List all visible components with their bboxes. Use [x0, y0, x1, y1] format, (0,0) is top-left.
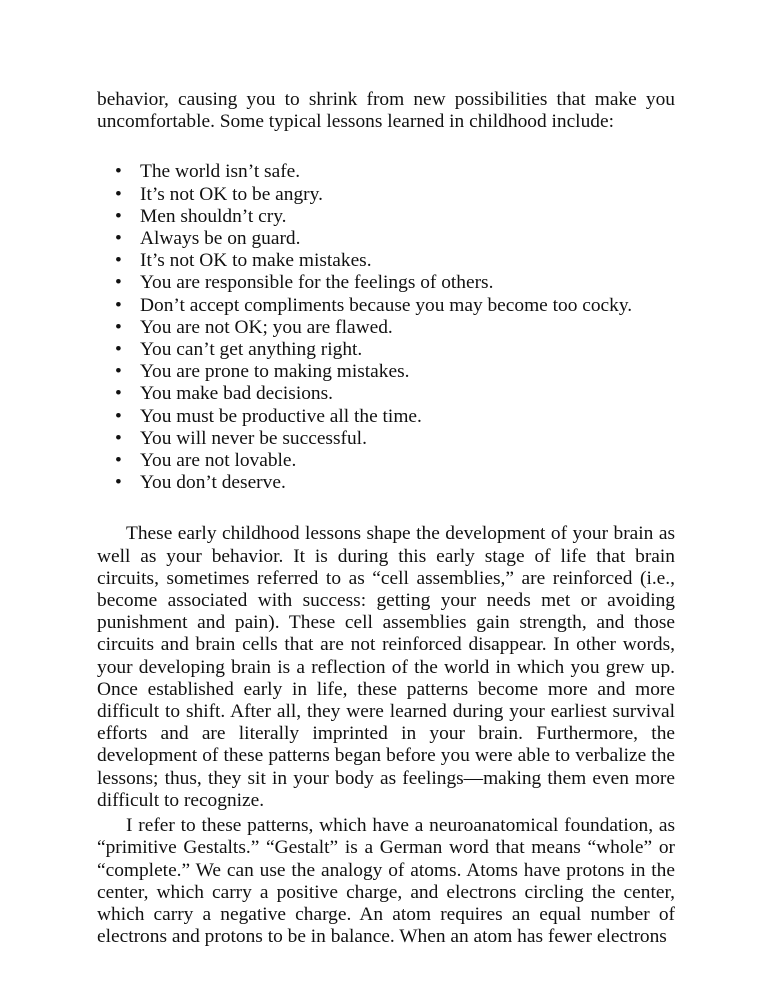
list-item — [97, 228, 675, 250]
book-page — [97, 89, 675, 948]
primitive-gestalts-paragraph: I refer to these patterns, which have a neuroanatomical foundation, as “primitive Gestalts.” “Gestalt” is a German word that means “whole” or “complete.” We can use the analogy of atoms. Atoms have protons in the center, which carry a positive charge, and electrons circling the center, which carry a negative charge. An atom requires an equal number of electrons and protons to be in balance. When an atom has fewer electrons — [97, 815, 675, 948]
childhood-lessons-list — [97, 161, 675, 494]
bullet-icon: • — [115, 250, 122, 272]
bullet-icon: • — [115, 427, 122, 449]
list-item — [97, 361, 675, 383]
list-item — [97, 339, 675, 361]
list-item — [97, 206, 675, 228]
bullet-icon: • — [115, 183, 122, 205]
list-item-text: Don’t accept compliments because you may become too cocky. — [140, 294, 633, 316]
list-item-text: Men shouldn’t cry. — [140, 205, 287, 227]
bullet-icon: • — [115, 383, 122, 405]
bullet-icon: • — [115, 361, 122, 383]
brain-development-paragraph: These early childhood lessons shape the development of your brain as well as your behavior. It is during this early stage of life that brain circuits, sometimes referred to as “cell assemblies,” are reinforced (i.e., become associated with success: getting your needs met or avoiding punishment and pain). These cell assemblies gain strength, and those circuits and brain cells that are not reinforced disappear. In other words, your developing brain is a reflection of the world in which you grew up. Once established early in life, these patterns become more and more difficult to shift. After all, they were learned during your earliest survival efforts and are literally imprinted in your brain. Furthermore, the development of these patterns began before you were able to verbalize the lessons; thus, they sit in your body as feelings—making them even more difficult to recognize. — [97, 523, 675, 811]
list-item-text: You can’t get anything right. — [140, 339, 363, 361]
list-item — [97, 295, 675, 317]
intro-paragraph: behavior, causing you to shrink from new possibilities that make you uncomfortable. Some typical lessons learned in childhood include: — [97, 89, 675, 133]
bullet-icon: • — [115, 272, 122, 294]
list-item-text: The world isn’t safe. — [140, 161, 301, 183]
list-item-text: Always be on guard. — [140, 228, 301, 250]
list-item — [97, 250, 675, 272]
list-item — [97, 472, 675, 494]
list-item — [97, 161, 675, 183]
list-item-text: You are prone to making mistakes. — [140, 361, 410, 383]
list-item-text: It’s not OK to be angry. — [140, 183, 323, 205]
list-item-text: You are responsible for the feelings of others. — [140, 272, 494, 294]
list-item — [97, 317, 675, 339]
list-item — [97, 406, 675, 428]
list-item — [97, 450, 675, 472]
bullet-icon: • — [115, 228, 122, 250]
bullet-icon: • — [115, 316, 122, 338]
list-item-text: It’s not OK to make mistakes. — [140, 250, 372, 272]
list-item — [97, 272, 675, 294]
list-item-text: You are not OK; you are flawed. — [140, 316, 393, 338]
bullet-icon: • — [115, 339, 122, 361]
bullet-icon: • — [115, 450, 122, 472]
list-item-text: You make bad decisions. — [140, 383, 333, 405]
bullet-icon: • — [115, 294, 122, 316]
bullet-icon: • — [115, 405, 122, 427]
bullet-icon: • — [115, 161, 122, 183]
list-item — [97, 428, 675, 450]
list-item-text: You don’t deserve. — [140, 472, 286, 494]
bullet-icon: • — [115, 205, 122, 227]
list-item — [97, 184, 675, 206]
list-item — [97, 383, 675, 405]
list-item-text: You will never be successful. — [140, 427, 367, 449]
bullet-icon: • — [115, 472, 122, 494]
list-item-text: You are not lovable. — [140, 450, 297, 472]
list-item-text: You must be productive all the time. — [140, 405, 422, 427]
